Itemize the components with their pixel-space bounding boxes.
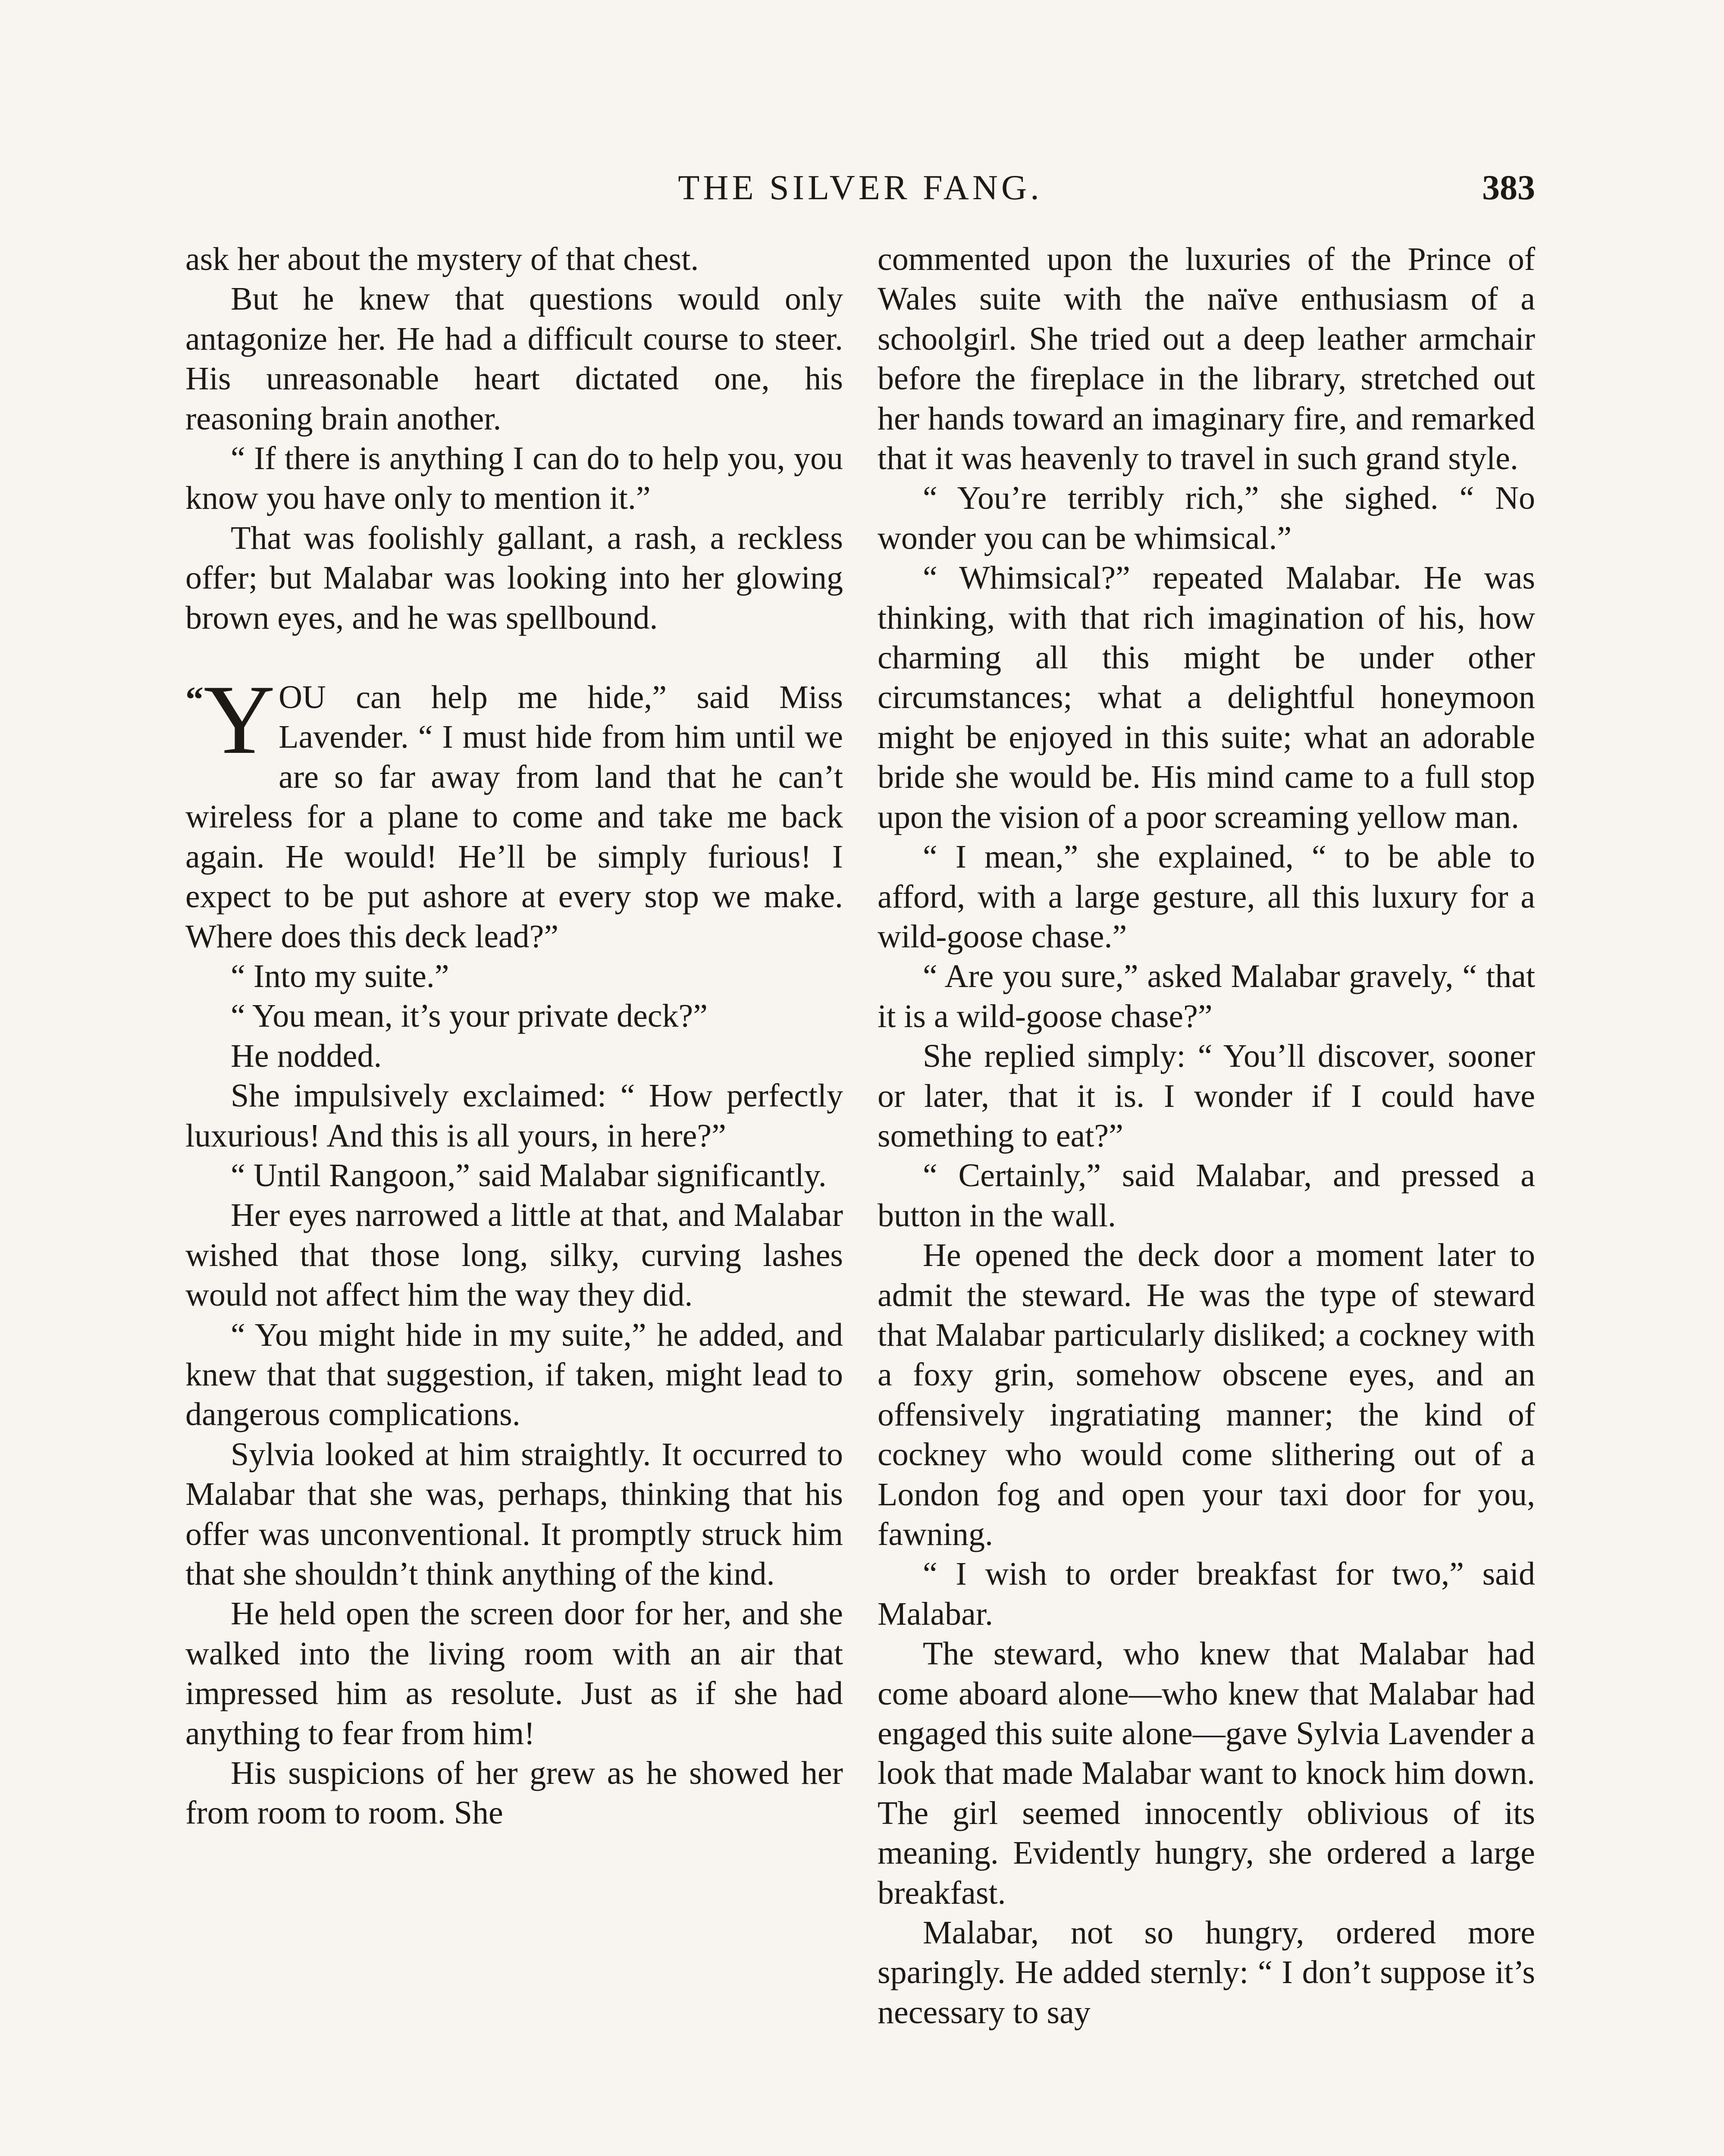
paragraph: “ Into my suite.” — [231, 958, 449, 994]
paragraph: ask her about the mystery of that chest. — [185, 241, 699, 277]
paragraph: “ Are you sure,” asked Malabar gravely, “ that it is a wild-goose chase?” — [878, 958, 1535, 1034]
paragraph: “ If there is anything I can do to help you, you know you have only to mention it.” — [185, 440, 843, 517]
paragraph: The steward, who knew that Malabar had come aboard alone—who knew that Malabar had engaged this suite alone—gave Sylvia Lavender a look that made Malabar want to knock him down. The girl seemed innocently oblivious of its meaning. Evidently hungry, she ordered a large breakfast. — [878, 1636, 1535, 1911]
paragraph: She impulsively exclaimed: “ How perfectly luxurious! And this is all yours, in here?” — [185, 1078, 843, 1154]
drop-cap-letter: Y — [204, 664, 276, 775]
section-opening-text: OU can help me hide,” said Miss Lavender. “ I must hide from him until we are so far away from land that he can’t wireless for a plane to come and take me back again. He would! He’ll be simply furious! I expect to be put ashore at every stop we make. Where does this deck lead?” — [185, 679, 843, 955]
paragraph: That was foolishly gallant, a rash, a reckless offer; but Malabar was looking into her glowing brown eyes, and he was spellbound. — [185, 520, 843, 636]
paragraph: Her eyes narrowed a little at that, and Malabar wished that those long, silky, curving lashes would not affect him the way they did. — [185, 1197, 843, 1313]
paragraph: Malabar, not so hungry, ordered more sparingly. He added sternly: “ I don’t suppose it’s necessary to say — [878, 1915, 1535, 2031]
drop-cap — [185, 664, 276, 775]
paragraph: “ You’re terribly rich,” she sighed. “ No wonder you can be whimsical.” — [878, 480, 1535, 556]
left-column — [185, 239, 843, 1833]
paragraph: His suspicions of her grew as he showed her from room to room. She — [185, 1755, 843, 1831]
paragraph: He held open the screen door for her, and she walked into the living room with an air that impressed him as resolute. Just as if she had anything to fear from him! — [185, 1595, 843, 1752]
paragraph: “ Whimsical?” repeated Malabar. He was thinking, with that rich imagination of his, how charming all this might be under other circumstances; what a delightful honeymoon might be enjoyed in this suite; what an adorable bride she would be. His mind came to a full stop upon the vision of a poor screaming yellow man. — [878, 560, 1535, 835]
section-opening-paragraph — [185, 664, 843, 956]
paragraph: “ I mean,” she explained, “ to be able to afford, with a large gesture, all this luxury for a wild-goose chase.” — [878, 839, 1535, 955]
paragraph: “ I wish to order breakfast for two,” said Malabar. — [878, 1556, 1535, 1632]
paragraph: But he knew that questions would only antagonize her. He had a difficult course to steer. His unreasonable heart dictated one, his reasoning brain another. — [185, 281, 843, 437]
running-head — [185, 164, 1535, 211]
paragraph: He nodded. — [231, 1037, 382, 1074]
paragraph: “ Until Rangoon,” said Malabar significantly. — [231, 1157, 827, 1194]
running-title: THE SILVER FANG. — [678, 168, 1043, 207]
paragraph: Sylvia looked at him straightly. It occurred to Malabar that she was, perhaps, thinking that his offer was unconventional. It promptly struck him that she shouldn’t think anything of the kind. — [185, 1436, 843, 1592]
paragraph: “ Certainly,” said Malabar, and pressed a button in the wall. — [878, 1157, 1535, 1234]
paragraph: She replied simply: “ You’ll discover, sooner or later, that it is. I wonder if I could have something to eat?” — [878, 1038, 1535, 1154]
paragraph: He opened the deck door a moment later to admit the steward. He was the type of steward that Malabar particularly disliked; a cockney with a foxy grin, somehow obscene eyes, and an offensively ingratiating manner; the kind of cockney who would come slithering out of a London fog and open your taxi door for you, fawning. — [878, 1237, 1535, 1552]
page-number: 383 — [1482, 168, 1535, 207]
paragraph: “ You might hide in my suite,” he added, and knew that that suggestion, if taken, might lead to dangerous complications. — [185, 1316, 843, 1433]
right-column — [878, 239, 1535, 2032]
paragraph: “ You mean, it’s your private deck?” — [231, 998, 708, 1034]
paragraph: commented upon the luxuries of the Prince of Wales suite with the naïve enthusiasm of a schoolgirl. She tried out a deep leather armchair before the fireplace in the library, stretched out her hands toward an imaginary fire, and remarked that it was heavenly to travel in such grand style. — [878, 241, 1535, 477]
drop-cap-quote: “ — [185, 680, 204, 720]
